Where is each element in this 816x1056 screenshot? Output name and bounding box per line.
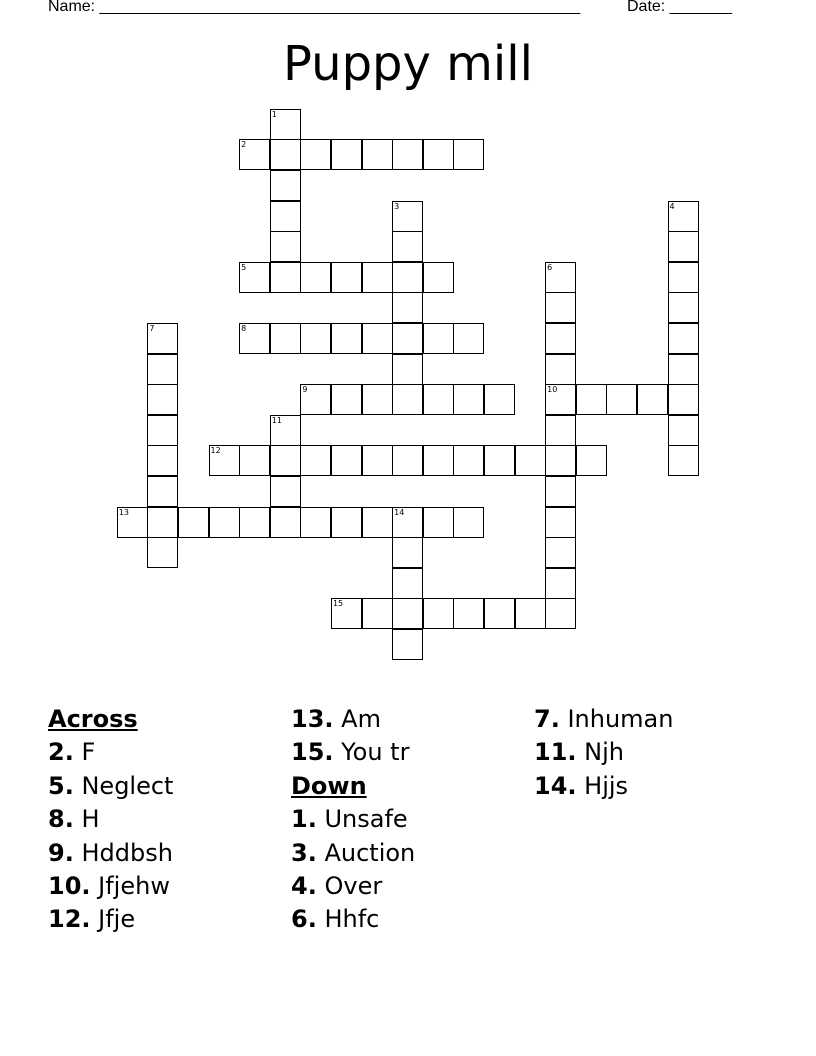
- grid-cell[interactable]: [668, 384, 699, 415]
- grid-cell[interactable]: [392, 537, 423, 568]
- grid-cell[interactable]: [331, 445, 362, 476]
- grid-cell[interactable]: [300, 507, 331, 538]
- grid-cell[interactable]: [576, 445, 607, 476]
- grid-cell[interactable]: [668, 262, 699, 293]
- grid-cell[interactable]: [270, 415, 301, 446]
- grid-cell[interactable]: [362, 598, 393, 629]
- grid-cell[interactable]: [362, 507, 393, 538]
- grid-cell[interactable]: [270, 170, 301, 201]
- cell-number: 13: [118, 507, 129, 517]
- clue-down-6: 6. Hhfc: [291, 905, 380, 934]
- grid-cell[interactable]: [453, 139, 484, 170]
- grid-cell[interactable]: [545, 507, 576, 538]
- grid-cell[interactable]: [331, 384, 362, 415]
- clue-across-15: 15. You tr: [291, 738, 410, 767]
- grid-cell[interactable]: [270, 507, 301, 538]
- grid-cell[interactable]: [362, 262, 393, 293]
- cell-number: 1: [271, 109, 277, 119]
- clue-across-10: 10. Jfjehw: [48, 872, 170, 901]
- grid-cell[interactable]: [392, 139, 423, 170]
- grid-cell[interactable]: [331, 323, 362, 354]
- grid-cell[interactable]: [147, 384, 178, 415]
- grid-cell[interactable]: [668, 201, 699, 232]
- grid-cell[interactable]: [392, 354, 423, 385]
- grid-cell[interactable]: [270, 445, 301, 476]
- grid-cell[interactable]: [545, 354, 576, 385]
- grid-cell[interactable]: [392, 201, 423, 232]
- grid-cell[interactable]: [423, 445, 454, 476]
- cell-number: 2: [241, 140, 247, 150]
- grid-cell[interactable]: [668, 415, 699, 446]
- clue-down-1: 1. Unsafe: [291, 805, 408, 834]
- grid-cell[interactable]: [392, 445, 423, 476]
- grid-cell[interactable]: [147, 476, 178, 507]
- grid-cell[interactable]: [606, 384, 637, 415]
- grid-cell[interactable]: [239, 323, 270, 354]
- grid-cell[interactable]: [545, 384, 576, 415]
- grid-cell[interactable]: [117, 507, 148, 538]
- grid-cell[interactable]: [300, 262, 331, 293]
- grid-cell[interactable]: [362, 323, 393, 354]
- grid-cell[interactable]: [270, 476, 301, 507]
- grid-cell[interactable]: [209, 445, 240, 476]
- date-field-line: Date: _______: [627, 0, 732, 15]
- grid-cell[interactable]: [392, 231, 423, 262]
- clue-across-5: 5. Neglect: [48, 771, 174, 800]
- grid-cell[interactable]: [392, 629, 423, 660]
- grid-cell[interactable]: [178, 507, 209, 538]
- grid-cell[interactable]: [147, 537, 178, 568]
- grid-cell[interactable]: [453, 384, 484, 415]
- grid-cell[interactable]: [515, 445, 546, 476]
- grid-cell[interactable]: [392, 323, 423, 354]
- grid-cell[interactable]: [484, 445, 515, 476]
- grid-cell[interactable]: [423, 323, 454, 354]
- grid-cell[interactable]: [239, 139, 270, 170]
- grid-cell[interactable]: [668, 292, 699, 323]
- grid-cell[interactable]: [545, 476, 576, 507]
- grid-cell[interactable]: [331, 507, 362, 538]
- grid-cell[interactable]: [576, 384, 607, 415]
- cell-number: 3: [394, 201, 400, 211]
- grid-cell[interactable]: [300, 139, 331, 170]
- clue-column-2: [291, 703, 415, 937]
- grid-cell[interactable]: [147, 323, 178, 354]
- cell-number: 9: [302, 385, 308, 395]
- grid-cell[interactable]: [270, 323, 301, 354]
- grid-cell[interactable]: [392, 262, 423, 293]
- cell-number: 10: [547, 385, 558, 395]
- grid-cell[interactable]: [331, 139, 362, 170]
- grid-cell[interactable]: [545, 292, 576, 323]
- grid-cell[interactable]: [515, 598, 546, 629]
- grid-cell[interactable]: [209, 507, 240, 538]
- grid-cell[interactable]: [362, 384, 393, 415]
- grid-cell[interactable]: [392, 384, 423, 415]
- grid-cell[interactable]: [668, 323, 699, 354]
- grid-cell[interactable]: [545, 262, 576, 293]
- cell-number: 6: [547, 262, 553, 272]
- grid-cell[interactable]: [147, 445, 178, 476]
- grid-cell[interactable]: [331, 262, 362, 293]
- clue-down-3: 3. Auction: [291, 838, 416, 867]
- cell-number: 5: [241, 262, 247, 272]
- grid-cell[interactable]: [453, 507, 484, 538]
- clue-across-9: 9. Hddbsh: [48, 838, 173, 867]
- grid-cell[interactable]: [637, 384, 668, 415]
- cell-number: 14: [394, 507, 405, 517]
- grid-cell[interactable]: [147, 354, 178, 385]
- grid-cell[interactable]: [453, 445, 484, 476]
- grid-cell[interactable]: [668, 445, 699, 476]
- cell-number: 11: [271, 415, 282, 425]
- clue-column-3: [534, 703, 673, 803]
- grid-cell[interactable]: [392, 507, 423, 538]
- clue-across-2: 2. F: [48, 738, 96, 767]
- grid-cell[interactable]: [331, 598, 362, 629]
- grid-cell[interactable]: [423, 507, 454, 538]
- grid-cell[interactable]: [300, 445, 331, 476]
- grid-cell[interactable]: [270, 231, 301, 262]
- grid-cell[interactable]: [545, 415, 576, 446]
- grid-cell[interactable]: [392, 568, 423, 599]
- cell-number: 15: [332, 599, 344, 609]
- grid-cell[interactable]: [423, 262, 454, 293]
- cell-number: 7: [149, 323, 155, 333]
- grid-cell[interactable]: [239, 262, 270, 293]
- grid-cell[interactable]: [484, 598, 515, 629]
- clue-across-8: 8. H: [48, 805, 100, 834]
- clue-column-1: [48, 703, 173, 937]
- grid-cell[interactable]: [300, 323, 331, 354]
- clue-down-11: 11. Njh: [534, 738, 624, 767]
- grid-cell[interactable]: [392, 292, 423, 323]
- grid-cell[interactable]: [484, 384, 515, 415]
- grid-cell[interactable]: [423, 384, 454, 415]
- grid-cell[interactable]: [270, 109, 301, 140]
- grid-cell[interactable]: [239, 507, 270, 538]
- across-heading: Across: [48, 705, 138, 733]
- clue-down-7: 7. Inhuman: [534, 705, 674, 733]
- clue-down-4: 4. Over: [291, 872, 383, 901]
- grid-cell[interactable]: [453, 598, 484, 629]
- name-field-line: Name: ______________________________________________________: [48, 0, 581, 15]
- clue-across-13: 13. Am: [291, 705, 381, 733]
- grid-cell[interactable]: [453, 323, 484, 354]
- grid-cell[interactable]: [362, 139, 393, 170]
- grid-cell[interactable]: [392, 598, 423, 629]
- cell-number: 8: [241, 323, 247, 333]
- clue-across-12: 12. Jfje: [48, 905, 136, 934]
- grid-cell[interactable]: [668, 231, 699, 262]
- grid-cell[interactable]: [423, 598, 454, 629]
- grid-cell[interactable]: [545, 445, 576, 476]
- grid-cell[interactable]: [423, 139, 454, 170]
- cell-number: 12: [210, 446, 221, 456]
- grid-cell[interactable]: [545, 598, 576, 629]
- puzzle-title: Puppy mill: [283, 36, 533, 92]
- grid-cell[interactable]: [147, 507, 178, 538]
- grid-cell[interactable]: [270, 201, 301, 232]
- grid-cell[interactable]: [545, 568, 576, 599]
- down-heading: Down: [291, 771, 367, 800]
- grid-cell[interactable]: [270, 262, 301, 293]
- grid-cell[interactable]: [545, 323, 576, 354]
- grid-cell[interactable]: [147, 415, 178, 446]
- cell-number: 4: [669, 201, 675, 211]
- grid-cell[interactable]: [270, 139, 301, 170]
- grid-cell[interactable]: [239, 445, 270, 476]
- grid-cell[interactable]: [362, 445, 393, 476]
- grid-cell[interactable]: [545, 537, 576, 568]
- clue-down-14: 14. Hjjs: [534, 771, 629, 800]
- grid-cell[interactable]: [668, 354, 699, 385]
- grid-cell[interactable]: [300, 384, 331, 415]
